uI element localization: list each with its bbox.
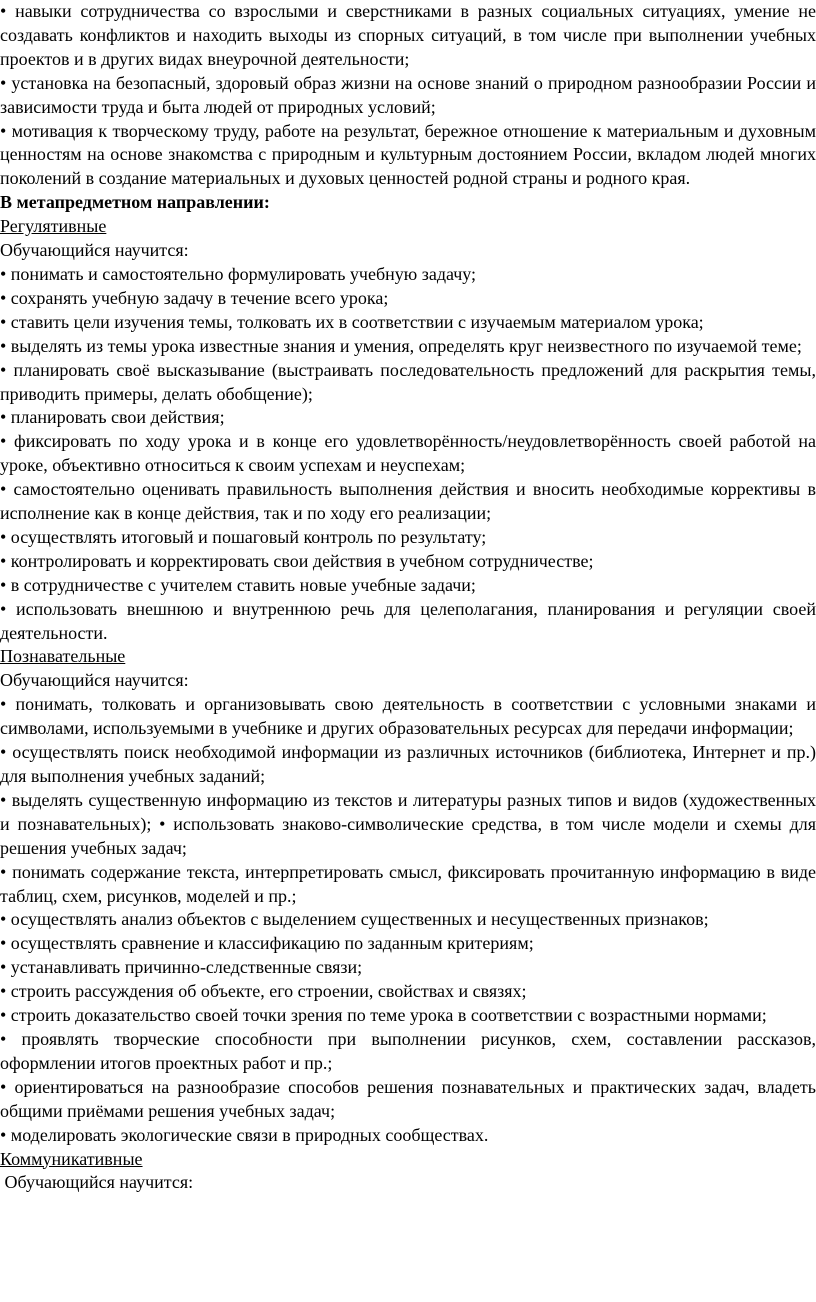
cognitive-item: • строить доказательство своей точки зрения по теме урока в соответствии с возрастными нормами; [0, 1005, 767, 1026]
regulative-item: • осуществлять итоговый и пошаговый контроль по результату; [0, 526, 487, 547]
cognitive-title: Познавательные [0, 646, 126, 667]
intro-item-1: • навыки сотрудничества со взрослыми и сверстниками в разных социальных ситуациях, умение не создавать конфликтов и находить выходы из спорных ситуаций, в том числе при выполнении учебных проектов и в других видах внеурочной деятельности; [0, 1, 816, 69]
cognitive-item: • строить рассуждения об объекте, его строении, свойствах и связях; [0, 981, 527, 1002]
communicative-lead: Обучающийся научится: [0, 1172, 194, 1193]
regulative-item: • сохранять учебную задачу в течение всего урока; [0, 287, 389, 308]
cognitive-item: • моделировать экологические связи в природных сообществах. [0, 1124, 489, 1145]
regulative-item: • понимать и самостоятельно формулировать учебную задачу; [0, 263, 477, 284]
cognitive-item: • проявлять творческие способности при выполнении рисунков, схем, составлении рассказов, оформлении итогов проектных работ и пр.; [0, 1028, 816, 1073]
regulative-item: • контролировать и корректировать свои действия в учебном сотрудничестве; [0, 550, 594, 571]
regulative-item: • выделять из темы урока известные знания и умения, определять круг неизвестного по изучаемой теме; [0, 335, 802, 356]
cognitive-item: • устанавливать причинно-следственные связи; [0, 957, 363, 978]
cognitive-item: • ориентироваться на разнообразие способов решения познавательных и практических задач, владеть общими приёмами решения учебных задач; [0, 1076, 816, 1121]
cognitive-item: • понимать, толковать и организовывать свою деятельность в соответствии с условными знаками и символами, используемыми в учебнике и других образовательных ресурсах для передачи информации; [0, 694, 816, 739]
regulative-item: • планировать свои действия; [0, 407, 225, 428]
regulative-item: • использовать внешнюю и внутреннюю речь для целеполагания, планирования и регуляции своей деятельности. [0, 598, 816, 643]
communicative-title: Коммуникативные [0, 1148, 143, 1169]
regulative-item: • самостоятельно оценивать правильность выполнения действия и вносить необходимые коррективы в исполнение как в конце действия, так и по ходу его реализации; [0, 479, 816, 524]
regulative-item: • в сотрудничестве с учителем ставить новые учебные задачи; [0, 574, 476, 595]
intro-item-3: • мотивация к творческому труду, работе на результат, бережное отношение к материальным и духовным ценностям на основе знакомства с природным и культурным достоянием России, вкладом людей многих поколений в создание материальных и духовых ценностей родной страны и родного края. [0, 120, 816, 189]
intro-item-2: • установка на безопасный, здоровый образ жизни на основе знаний о природном разнообразии России и зависимости труда и быта людей от природных условий; [0, 72, 816, 117]
cognitive-item: • осуществлять анализ объектов с выделением существенных и несущественных признаков; [0, 909, 709, 930]
regulative-item: • ставить цели изучения темы, толковать их в соответствии с изучаемым материалом урока; [0, 311, 704, 332]
regulative-title: Регулятивные [0, 216, 107, 237]
cognitive-item: • понимать содержание текста, интерпретировать смысл, фиксировать прочитанную информацию в виде таблиц, схем, рисунков, моделей и пр.; [0, 861, 816, 906]
cognitive-item: • осуществлять сравнение и классификацию по заданным критериям; [0, 933, 534, 954]
section-heading: В метапредметном направлении: [0, 192, 270, 213]
regulative-lead: Обучающийся научится: [0, 240, 189, 261]
cognitive-lead: Обучающийся научится: [0, 670, 189, 691]
cognitive-item: • выделять существенную информацию из текстов и литературы разных типов и видов (художественных и познавательных); • использовать знаково-символические средства, в том числе модели и схемы для решения учебных задач; [0, 789, 816, 858]
regulative-item: • планировать своё высказывание (выстраивать последовательность предложений для раскрытия темы, приводить примеры, делать обобщение); [0, 359, 816, 404]
cognitive-item: • осуществлять поиск необходимой информации из различных источников (библиотека, Интернет и пр.) для выполнения учебных заданий; [0, 742, 816, 786]
regulative-item: • фиксировать по ходу урока и в конце его удовлетворённость/неудовлетворённость своей работой на уроке, объективно относиться к своим успехам и неуспехам; [0, 431, 816, 476]
